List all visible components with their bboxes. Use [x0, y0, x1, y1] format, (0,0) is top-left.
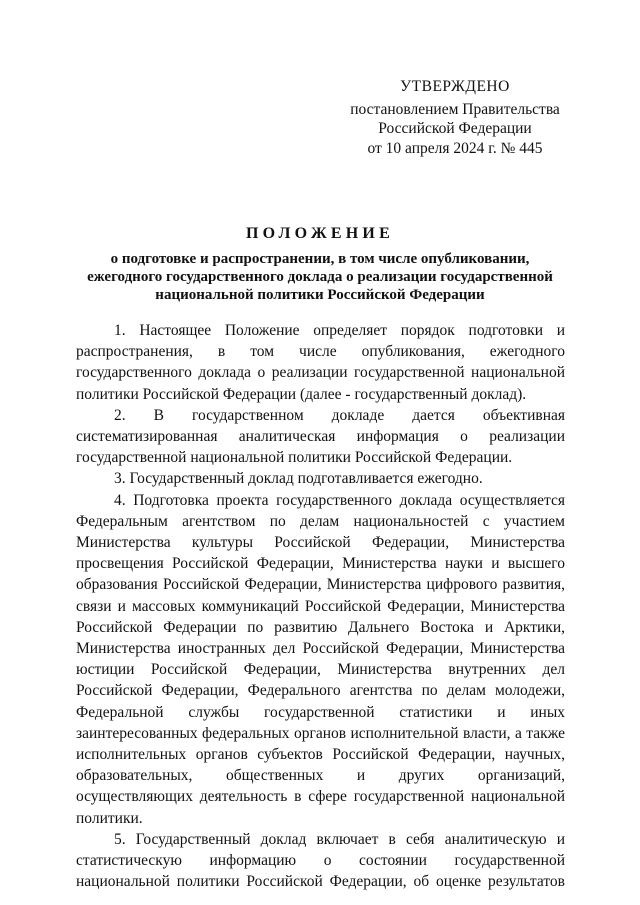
approval-line-2: Российской Федерации	[378, 120, 532, 137]
paragraph-4: 4. Подготовка проекта государственного доклада осуществляется Федеральным агентством по делам национальностей с участием Министерства культуры Российской Федерации, Министерства просвещения Российской Федерации, Министерства науки и высшего образования Российской Федерации, Министерства цифрового развития, связи и массовых коммуникаций Российской Федерации, Министерства Российской Федерации по развитию Дальнего Востока и Арктики, Министерства иностранных дел Российской Федерации, Министерства юстиции Российской Федерации, Министерства внутренних дел Российской Федерации, Федерального агентства по делам молодежи, Федеральной службы государственной статистики и иных заинтересованных федеральных органов исполнительной власти, а также исполнительных органов субъектов Российской Федерации, научных, образовательных, общественных и других организаций, осуществляющих деятельность в сфере государственной национальной политики.	[76, 491, 565, 827]
document-body	[76, 320, 565, 892]
subtitle-line-1: о подготовке и распространении, в том числе опубликовании,	[110, 251, 530, 267]
document-subtitle	[76, 250, 564, 304]
document-title: ПОЛОЖЕНИЕ	[246, 225, 394, 242]
paragraph-5: 5. Государственный доклад включает в себя аналитическую и статистическую информацию о состоянии государственной национальной политики Российской Федерации, об оценке результатов	[76, 830, 565, 891]
approval-line-3: от 10 апреля 2024 г. № 445	[367, 139, 543, 157]
approval-line-1: постановлением Правительства	[350, 100, 560, 118]
approval-stamp	[335, 77, 575, 158]
paragraph-2: 2. В государственном докладе дается объективная систематизированная аналитическая информация о реализации государственной национальной политики Российской Федерации.	[76, 406, 565, 467]
approved-label: УТВЕРЖДЕНО	[400, 78, 510, 95]
subtitle-line-3: национальной политики Российской Федерации	[155, 287, 485, 303]
paragraph-1: 1. Настоящее Положение определяет порядок подготовки и распространения, в том числе опубликования, ежегодного государственного доклада о реализации государственной национальной политики Российской Федерации (далее - государственный доклад).	[76, 322, 565, 403]
paragraph-3: 3. Государственный доклад подготавливается ежегодно.	[114, 470, 483, 488]
subtitle-line-2: ежегодного государственного доклада о реализации государственной	[87, 269, 553, 285]
